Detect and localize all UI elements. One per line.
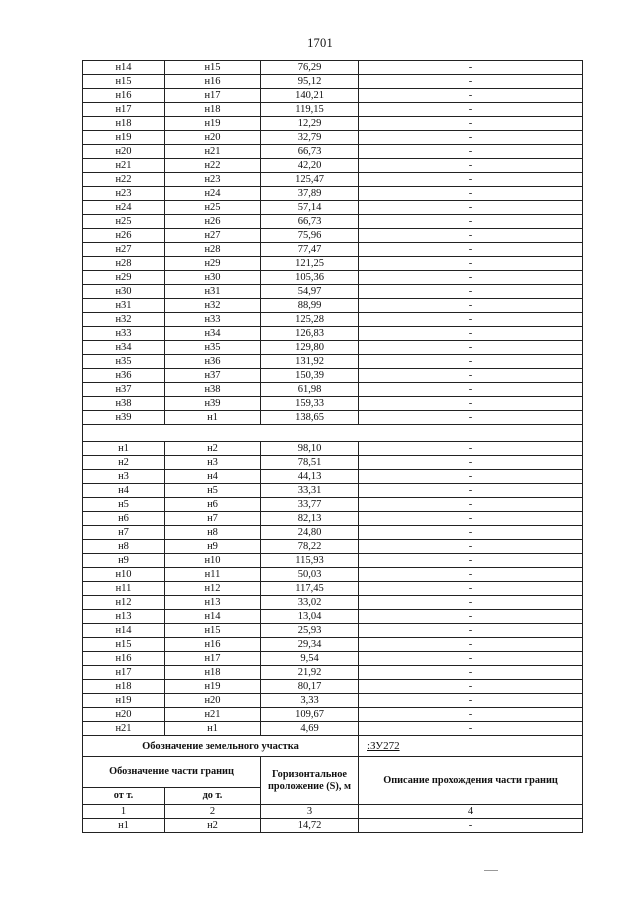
from-point-cell: н38 bbox=[83, 397, 165, 411]
from-point-cell: н20 bbox=[83, 145, 165, 159]
table-row bbox=[83, 680, 583, 694]
page-number: 1701 bbox=[307, 36, 333, 50]
to-point-cell: н16 bbox=[165, 75, 261, 89]
table-row bbox=[83, 512, 583, 526]
description-cell: - bbox=[359, 596, 583, 610]
length-cell: 76,29 bbox=[261, 61, 359, 75]
description-cell: - bbox=[359, 708, 583, 722]
boundary-part-header: Обозначение части границ bbox=[83, 757, 261, 788]
length-cell: 61,98 bbox=[261, 383, 359, 397]
from-point-cell: н12 bbox=[83, 596, 165, 610]
table-row bbox=[83, 722, 583, 736]
header-row bbox=[83, 757, 583, 788]
to-point-cell: н2 bbox=[165, 819, 261, 833]
column-number: 2 bbox=[165, 805, 261, 819]
to-point-cell: н20 bbox=[165, 131, 261, 145]
land-plot-row bbox=[83, 736, 583, 757]
length-cell: 119,15 bbox=[261, 103, 359, 117]
length-cell: 44,13 bbox=[261, 470, 359, 484]
length-cell: 25,93 bbox=[261, 624, 359, 638]
description-cell: - bbox=[359, 568, 583, 582]
to-point-cell: н9 bbox=[165, 540, 261, 554]
horizontal-header: Горизонтальное проложение (S), м bbox=[261, 757, 359, 805]
to-point-header: до т. bbox=[165, 788, 261, 805]
table-row bbox=[83, 257, 583, 271]
length-cell: 121,25 bbox=[261, 257, 359, 271]
from-point-cell: н17 bbox=[83, 103, 165, 117]
from-point-cell: н8 bbox=[83, 540, 165, 554]
to-point-cell: н11 bbox=[165, 568, 261, 582]
from-point-cell: н26 bbox=[83, 229, 165, 243]
length-cell: 3,33 bbox=[261, 694, 359, 708]
from-point-cell: н32 bbox=[83, 313, 165, 327]
table-row bbox=[83, 554, 583, 568]
description-cell: - bbox=[359, 341, 583, 355]
to-point-cell: н26 bbox=[165, 215, 261, 229]
to-point-cell: н19 bbox=[165, 117, 261, 131]
to-point-cell: н31 bbox=[165, 285, 261, 299]
to-point-cell: н23 bbox=[165, 173, 261, 187]
length-cell: 125,47 bbox=[261, 173, 359, 187]
length-cell: 117,45 bbox=[261, 582, 359, 596]
from-point-cell: н18 bbox=[83, 117, 165, 131]
description-cell: - bbox=[359, 355, 583, 369]
table-row bbox=[83, 341, 583, 355]
table-row bbox=[83, 582, 583, 596]
length-cell: 54,97 bbox=[261, 285, 359, 299]
to-point-cell: н33 bbox=[165, 313, 261, 327]
length-cell: 75,96 bbox=[261, 229, 359, 243]
boundary-table bbox=[82, 60, 583, 833]
table-row bbox=[83, 327, 583, 341]
description-cell: - bbox=[359, 229, 583, 243]
table-row bbox=[83, 624, 583, 638]
length-cell: 66,73 bbox=[261, 145, 359, 159]
from-point-cell: н15 bbox=[83, 638, 165, 652]
length-cell: 80,17 bbox=[261, 680, 359, 694]
table-row bbox=[83, 271, 583, 285]
to-point-cell: н34 bbox=[165, 327, 261, 341]
land-plot-header bbox=[83, 736, 583, 819]
length-cell: 24,80 bbox=[261, 526, 359, 540]
to-point-cell: н1 bbox=[165, 722, 261, 736]
table-row bbox=[83, 694, 583, 708]
from-point-cell: н27 bbox=[83, 243, 165, 257]
to-point-cell: н38 bbox=[165, 383, 261, 397]
description-cell: - bbox=[359, 215, 583, 229]
table-row bbox=[83, 201, 583, 215]
from-point-cell: н13 bbox=[83, 610, 165, 624]
table-row bbox=[83, 383, 583, 397]
from-point-cell: н5 bbox=[83, 498, 165, 512]
from-point-cell: н21 bbox=[83, 722, 165, 736]
to-point-cell: н17 bbox=[165, 652, 261, 666]
length-cell: 78,22 bbox=[261, 540, 359, 554]
from-point-cell: н20 bbox=[83, 708, 165, 722]
table-row bbox=[83, 568, 583, 582]
separator bbox=[83, 425, 583, 442]
length-cell: 13,04 bbox=[261, 610, 359, 624]
table-row bbox=[83, 540, 583, 554]
table-row bbox=[83, 610, 583, 624]
description-cell: - bbox=[359, 694, 583, 708]
from-point-cell: н31 bbox=[83, 299, 165, 313]
length-cell: 125,28 bbox=[261, 313, 359, 327]
length-cell: 33,02 bbox=[261, 596, 359, 610]
length-cell: 50,03 bbox=[261, 568, 359, 582]
description-cell: - bbox=[359, 159, 583, 173]
from-point-cell: н17 bbox=[83, 666, 165, 680]
length-cell: 150,39 bbox=[261, 369, 359, 383]
from-point-cell: н21 bbox=[83, 159, 165, 173]
from-point-cell: н18 bbox=[83, 680, 165, 694]
description-cell: - bbox=[359, 313, 583, 327]
from-point-cell: н1 bbox=[83, 819, 165, 833]
length-cell: 9,54 bbox=[261, 652, 359, 666]
from-point-cell: н28 bbox=[83, 257, 165, 271]
column-number: 3 bbox=[261, 805, 359, 819]
description-cell: - bbox=[359, 369, 583, 383]
description-cell: - bbox=[359, 103, 583, 117]
to-point-cell: н28 bbox=[165, 243, 261, 257]
table-row bbox=[83, 498, 583, 512]
from-point-cell: н11 bbox=[83, 582, 165, 596]
length-cell: 33,77 bbox=[261, 498, 359, 512]
to-point-cell: н39 bbox=[165, 397, 261, 411]
from-point-cell: н33 bbox=[83, 327, 165, 341]
table-row bbox=[83, 159, 583, 173]
to-point-cell: н2 bbox=[165, 442, 261, 456]
length-cell: 12,29 bbox=[261, 117, 359, 131]
boundary-rows-part3 bbox=[83, 819, 583, 833]
table-row bbox=[83, 313, 583, 327]
from-point-cell: н19 bbox=[83, 694, 165, 708]
to-point-cell: н18 bbox=[165, 666, 261, 680]
length-cell: 115,93 bbox=[261, 554, 359, 568]
description-cell: - bbox=[359, 610, 583, 624]
length-cell: 4,69 bbox=[261, 722, 359, 736]
to-point-cell: н21 bbox=[165, 145, 261, 159]
table-row bbox=[83, 131, 583, 145]
from-point-cell: н19 bbox=[83, 131, 165, 145]
from-point-cell: н9 bbox=[83, 554, 165, 568]
length-cell: 57,14 bbox=[261, 201, 359, 215]
to-point-cell: н15 bbox=[165, 624, 261, 638]
table-row bbox=[83, 666, 583, 680]
to-point-cell: н6 bbox=[165, 498, 261, 512]
boundary-rows-part2 bbox=[83, 442, 583, 736]
description-cell: - bbox=[359, 456, 583, 470]
table-row bbox=[83, 299, 583, 313]
from-point-cell: н3 bbox=[83, 470, 165, 484]
table-row bbox=[83, 103, 583, 117]
to-point-cell: н35 bbox=[165, 341, 261, 355]
to-point-cell: н8 bbox=[165, 526, 261, 540]
length-cell: 14,72 bbox=[261, 819, 359, 833]
table-row bbox=[83, 442, 583, 456]
from-point-cell: н2 bbox=[83, 456, 165, 470]
description-cell: - bbox=[359, 442, 583, 456]
table-row bbox=[83, 456, 583, 470]
description-cell: - bbox=[359, 397, 583, 411]
length-cell: 140,21 bbox=[261, 89, 359, 103]
description-cell: - bbox=[359, 624, 583, 638]
table-row bbox=[83, 708, 583, 722]
from-point-cell: н34 bbox=[83, 341, 165, 355]
from-point-cell: н1 bbox=[83, 442, 165, 456]
description-cell: - bbox=[359, 243, 583, 257]
from-point-cell: н6 bbox=[83, 512, 165, 526]
to-point-cell: н12 bbox=[165, 582, 261, 596]
to-point-cell: н1 bbox=[165, 411, 261, 425]
length-cell: 98,10 bbox=[261, 442, 359, 456]
description-cell: - bbox=[359, 75, 583, 89]
length-cell: 126,83 bbox=[261, 327, 359, 341]
description-cell: - bbox=[359, 680, 583, 694]
description-cell: - bbox=[359, 145, 583, 159]
length-cell: 82,13 bbox=[261, 512, 359, 526]
description-cell: - bbox=[359, 540, 583, 554]
from-point-cell: н24 bbox=[83, 201, 165, 215]
description-cell: - bbox=[359, 470, 583, 484]
from-point-cell: н7 bbox=[83, 526, 165, 540]
description-cell: - bbox=[359, 652, 583, 666]
description-cell: - bbox=[359, 173, 583, 187]
length-cell: 95,12 bbox=[261, 75, 359, 89]
table-row bbox=[83, 470, 583, 484]
table-row bbox=[83, 215, 583, 229]
description-cell: - bbox=[359, 89, 583, 103]
table-row bbox=[83, 596, 583, 610]
table-row bbox=[83, 61, 583, 75]
from-point-header: от т. bbox=[83, 788, 165, 805]
from-point-cell: н29 bbox=[83, 271, 165, 285]
description-cell: - bbox=[359, 512, 583, 526]
length-cell: 77,47 bbox=[261, 243, 359, 257]
from-point-cell: н25 bbox=[83, 215, 165, 229]
description-cell: - bbox=[359, 61, 583, 75]
from-point-cell: н14 bbox=[83, 61, 165, 75]
table-row bbox=[83, 117, 583, 131]
to-point-cell: н19 bbox=[165, 680, 261, 694]
table-row bbox=[83, 229, 583, 243]
description-cell: - bbox=[359, 117, 583, 131]
from-point-cell: н22 bbox=[83, 173, 165, 187]
description-cell: - bbox=[359, 271, 583, 285]
length-cell: 138,65 bbox=[261, 411, 359, 425]
length-cell: 37,89 bbox=[261, 187, 359, 201]
to-point-cell: н29 bbox=[165, 257, 261, 271]
description-cell: - bbox=[359, 554, 583, 568]
table-row bbox=[83, 397, 583, 411]
length-cell: 131,92 bbox=[261, 355, 359, 369]
table-row bbox=[83, 411, 583, 425]
table-row bbox=[83, 355, 583, 369]
description-cell: - bbox=[359, 666, 583, 680]
to-point-cell: н14 bbox=[165, 610, 261, 624]
table-row bbox=[83, 652, 583, 666]
to-point-cell: н13 bbox=[165, 596, 261, 610]
table-row bbox=[83, 187, 583, 201]
description-cell: - bbox=[359, 411, 583, 425]
length-cell: 42,20 bbox=[261, 159, 359, 173]
boundary-rows-part1 bbox=[83, 61, 583, 425]
length-cell: 29,34 bbox=[261, 638, 359, 652]
from-point-cell: н37 bbox=[83, 383, 165, 397]
table-row bbox=[83, 526, 583, 540]
description-cell: - bbox=[359, 285, 583, 299]
table-row bbox=[83, 145, 583, 159]
length-cell: 129,80 bbox=[261, 341, 359, 355]
length-cell: 33,31 bbox=[261, 484, 359, 498]
table-row bbox=[83, 173, 583, 187]
description-cell: - bbox=[359, 299, 583, 313]
from-point-cell: н14 bbox=[83, 624, 165, 638]
description-cell: - bbox=[359, 638, 583, 652]
to-point-cell: н3 bbox=[165, 456, 261, 470]
description-cell: - bbox=[359, 383, 583, 397]
from-point-cell: н30 bbox=[83, 285, 165, 299]
length-cell: 66,73 bbox=[261, 215, 359, 229]
table-row bbox=[83, 369, 583, 383]
description-cell: - bbox=[359, 819, 583, 833]
description-cell: - bbox=[359, 498, 583, 512]
to-point-cell: н22 bbox=[165, 159, 261, 173]
table-row bbox=[83, 819, 583, 833]
to-point-cell: н18 bbox=[165, 103, 261, 117]
to-point-cell: н25 bbox=[165, 201, 261, 215]
to-point-cell: н27 bbox=[165, 229, 261, 243]
to-point-cell: н15 bbox=[165, 61, 261, 75]
length-cell: 21,92 bbox=[261, 666, 359, 680]
table-row bbox=[83, 89, 583, 103]
land-plot-value: :ЗУ272 bbox=[359, 736, 583, 757]
to-point-cell: н17 bbox=[165, 89, 261, 103]
to-point-cell: н5 bbox=[165, 484, 261, 498]
length-cell: 105,36 bbox=[261, 271, 359, 285]
to-point-cell: н32 bbox=[165, 299, 261, 313]
description-cell: - bbox=[359, 187, 583, 201]
from-point-cell: н15 bbox=[83, 75, 165, 89]
to-point-cell: н4 bbox=[165, 470, 261, 484]
to-point-cell: н7 bbox=[165, 512, 261, 526]
length-cell: 78,51 bbox=[261, 456, 359, 470]
description-cell: - bbox=[359, 722, 583, 736]
from-point-cell: н39 bbox=[83, 411, 165, 425]
description-cell: - bbox=[359, 526, 583, 540]
description-cell: - bbox=[359, 131, 583, 145]
to-point-cell: н20 bbox=[165, 694, 261, 708]
table-row bbox=[83, 243, 583, 257]
to-point-cell: н10 bbox=[165, 554, 261, 568]
table-row bbox=[83, 484, 583, 498]
column-number: 4 bbox=[359, 805, 583, 819]
description-header: Описание прохождения части границ bbox=[359, 757, 583, 805]
land-plot-label: Обозначение земельного участка bbox=[83, 736, 359, 757]
to-point-cell: н24 bbox=[165, 187, 261, 201]
from-point-cell: н36 bbox=[83, 369, 165, 383]
length-cell: 88,99 bbox=[261, 299, 359, 313]
to-point-cell: н36 bbox=[165, 355, 261, 369]
description-cell: - bbox=[359, 257, 583, 271]
from-point-cell: н23 bbox=[83, 187, 165, 201]
description-cell: - bbox=[359, 201, 583, 215]
from-point-cell: н16 bbox=[83, 89, 165, 103]
to-point-cell: н37 bbox=[165, 369, 261, 383]
from-point-cell: н16 bbox=[83, 652, 165, 666]
column-number: 1 bbox=[83, 805, 165, 819]
length-cell: 159,33 bbox=[261, 397, 359, 411]
table-row bbox=[83, 638, 583, 652]
table-row bbox=[83, 285, 583, 299]
blank-row bbox=[83, 425, 583, 442]
from-point-cell: н35 bbox=[83, 355, 165, 369]
from-point-cell: н10 bbox=[83, 568, 165, 582]
length-cell: 32,79 bbox=[261, 131, 359, 145]
description-cell: - bbox=[359, 327, 583, 341]
from-point-cell: н4 bbox=[83, 484, 165, 498]
to-point-cell: н30 bbox=[165, 271, 261, 285]
description-cell: - bbox=[359, 484, 583, 498]
to-point-cell: н21 bbox=[165, 708, 261, 722]
length-cell: 109,67 bbox=[261, 708, 359, 722]
table-row bbox=[83, 75, 583, 89]
scan-mark bbox=[484, 870, 498, 871]
column-number-row bbox=[83, 805, 583, 819]
description-cell: - bbox=[359, 582, 583, 596]
to-point-cell: н16 bbox=[165, 638, 261, 652]
